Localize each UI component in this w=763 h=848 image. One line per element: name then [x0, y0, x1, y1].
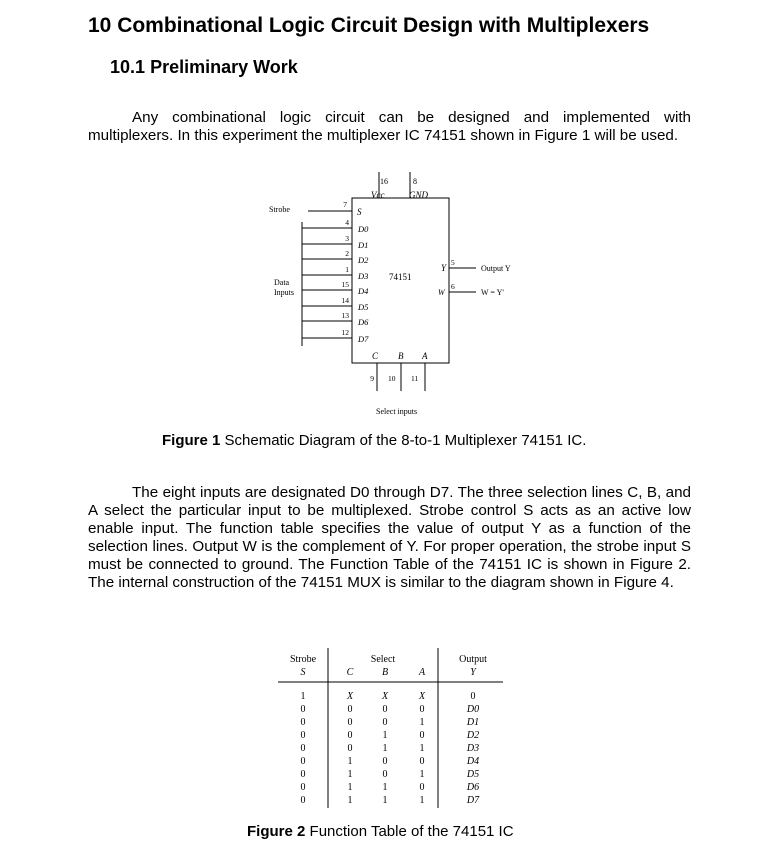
table-cell: 1	[347, 756, 353, 767]
function-table	[278, 648, 518, 813]
table-cell: X	[346, 691, 354, 702]
data-pin-number: 4	[345, 218, 349, 227]
table-cell: 0	[300, 769, 306, 780]
table-cell: D5	[466, 769, 480, 780]
figure2-caption	[247, 823, 514, 840]
table-cell: 0	[382, 756, 388, 767]
data-input-name: D0	[358, 224, 369, 234]
table-cell: 0	[382, 769, 388, 780]
data-input-name: D1	[358, 240, 369, 250]
output-y-name: Y	[441, 263, 447, 273]
table-cell: 0	[300, 756, 306, 767]
section-heading	[110, 57, 298, 78]
strobe-pin-number: 7	[343, 200, 347, 209]
table-cell: X	[381, 691, 389, 702]
table-cell: 1	[300, 691, 306, 702]
select-header: Select	[370, 654, 396, 665]
data-input-name: D6	[358, 317, 369, 327]
figure1-label: Figure 1	[162, 432, 221, 449]
table-cell: 1	[382, 730, 388, 741]
output-w-name: W	[438, 288, 445, 297]
vcc-label: Vcc	[371, 190, 385, 200]
data-inputs-label: Inputs	[274, 288, 294, 297]
table-cell: 0	[300, 717, 306, 728]
table-cell: 0	[300, 743, 306, 754]
table-cell: 0	[347, 743, 353, 754]
data-input-name: D2	[358, 255, 369, 265]
data-input-name: D4	[358, 286, 369, 296]
intro-text: Any combinational logic circuit can be designed and implemented with multiplexers. In this experiment the multiplexer IC 74151 shown in Figure 1 will be used.	[88, 109, 691, 144]
output-y-pin: 5	[451, 258, 455, 267]
table-cell: 0	[419, 730, 425, 741]
table-cell: 1	[419, 717, 425, 728]
table-cell: 0	[419, 704, 425, 715]
table-cell: 0	[470, 691, 476, 702]
data-pin-number: 12	[341, 328, 349, 337]
body-text: The eight inputs are designated D0 through D7. The three selection lines C, B, and A select the particular input to be multiplexed. Strobe control S acts as an active low enable input. The function table specifies the value of output Y as a function of the selection lines. Output W is the complement of Y. For proper operation, the strobe input S must be connected to ground. The Function Table of the 74151 IC is shown in Figure 2. The internal construction of the 74151 MUX is similar to the diagram shown in Figure 4.	[88, 484, 691, 591]
y-header: Y	[470, 667, 476, 678]
table-cell: D0	[466, 704, 480, 715]
data-inputs-label: Data	[274, 278, 290, 287]
table-cell: 0	[300, 795, 306, 806]
section-title: Preliminary Work	[150, 57, 298, 77]
table-cell: 0	[382, 704, 388, 715]
table-cell: 1	[419, 795, 425, 806]
table-cell: 0	[419, 782, 425, 793]
select-b-name: B	[398, 351, 404, 361]
table-cell: 1	[382, 795, 388, 806]
table-cell: 0	[419, 756, 425, 767]
data-input-name: D3	[358, 271, 369, 281]
chip-name: 74151	[389, 272, 412, 282]
table-cell: D1	[466, 717, 480, 728]
table-cell: 1	[382, 743, 388, 754]
gnd-label: GND	[409, 190, 429, 200]
select-a-name: A	[422, 351, 428, 361]
table-cell: D3	[466, 743, 480, 754]
table-cell: 1	[347, 782, 353, 793]
strobe-input-name: S	[357, 207, 362, 217]
s-header: S	[300, 667, 306, 678]
table-cell: 1	[382, 782, 388, 793]
strobe-label: Strobe	[269, 205, 290, 214]
table-cell: 1	[419, 743, 425, 754]
a-header: A	[418, 667, 426, 678]
select-b-pin: 10	[388, 374, 396, 383]
select-c-name: C	[372, 351, 379, 361]
output-header: Output	[459, 654, 487, 665]
page-title: 10 Combinational Logic Circuit Design with Multiplexers	[88, 14, 650, 37]
table-cell: 0	[382, 717, 388, 728]
figure2-label: Figure 2	[247, 823, 306, 840]
figure1-caption	[162, 432, 586, 449]
strobe-header: Strobe	[289, 654, 317, 665]
figure1-caption-text: Schematic Diagram of the 8-to-1 Multiplexer 74151 IC.	[224, 432, 587, 449]
select-inputs-label: Select inputs	[376, 407, 418, 416]
data-pin-number: 1	[345, 265, 349, 274]
b-header: B	[381, 667, 389, 678]
table-cell: D6	[466, 782, 480, 793]
vcc-pin-number: 16	[380, 177, 388, 186]
section-number: 10.1	[110, 57, 146, 77]
table-cell: D4	[466, 756, 480, 767]
data-pin-number: 15	[341, 280, 349, 289]
table-cell: 0	[347, 704, 353, 715]
table-cell: 0	[347, 717, 353, 728]
select-a-pin: 11	[411, 374, 419, 383]
table-cell: D7	[466, 795, 480, 806]
data-pin-number: 3	[345, 234, 349, 243]
figure2-caption-text: Function Table of the 74151 IC	[309, 823, 514, 840]
table-cell: 0	[347, 730, 353, 741]
table-cell: 1	[347, 795, 353, 806]
table-cell: 1	[419, 769, 425, 780]
select-c-pin: 9	[370, 374, 374, 383]
body-paragraph	[88, 484, 691, 592]
table-cell: 0	[300, 730, 306, 741]
table-cell: 0	[300, 704, 306, 715]
output-w-label: W = Y'	[481, 288, 504, 297]
data-input-name: D7	[358, 334, 369, 344]
output-y-label: Output Y	[481, 264, 511, 273]
intro-paragraph	[88, 109, 691, 145]
data-pin-number: 14	[341, 296, 349, 305]
data-input-name: D5	[358, 302, 369, 312]
data-pin-number: 13	[341, 311, 349, 320]
c-header: C	[346, 667, 354, 678]
mux-schematic	[262, 168, 532, 428]
table-cell: 1	[347, 769, 353, 780]
output-w-pin: 6	[451, 282, 455, 291]
gnd-pin-number: 8	[413, 177, 417, 186]
table-cell: 0	[300, 782, 306, 793]
table-cell: X	[418, 691, 426, 702]
data-pin-number: 2	[345, 249, 349, 258]
table-cell: D2	[466, 730, 480, 741]
